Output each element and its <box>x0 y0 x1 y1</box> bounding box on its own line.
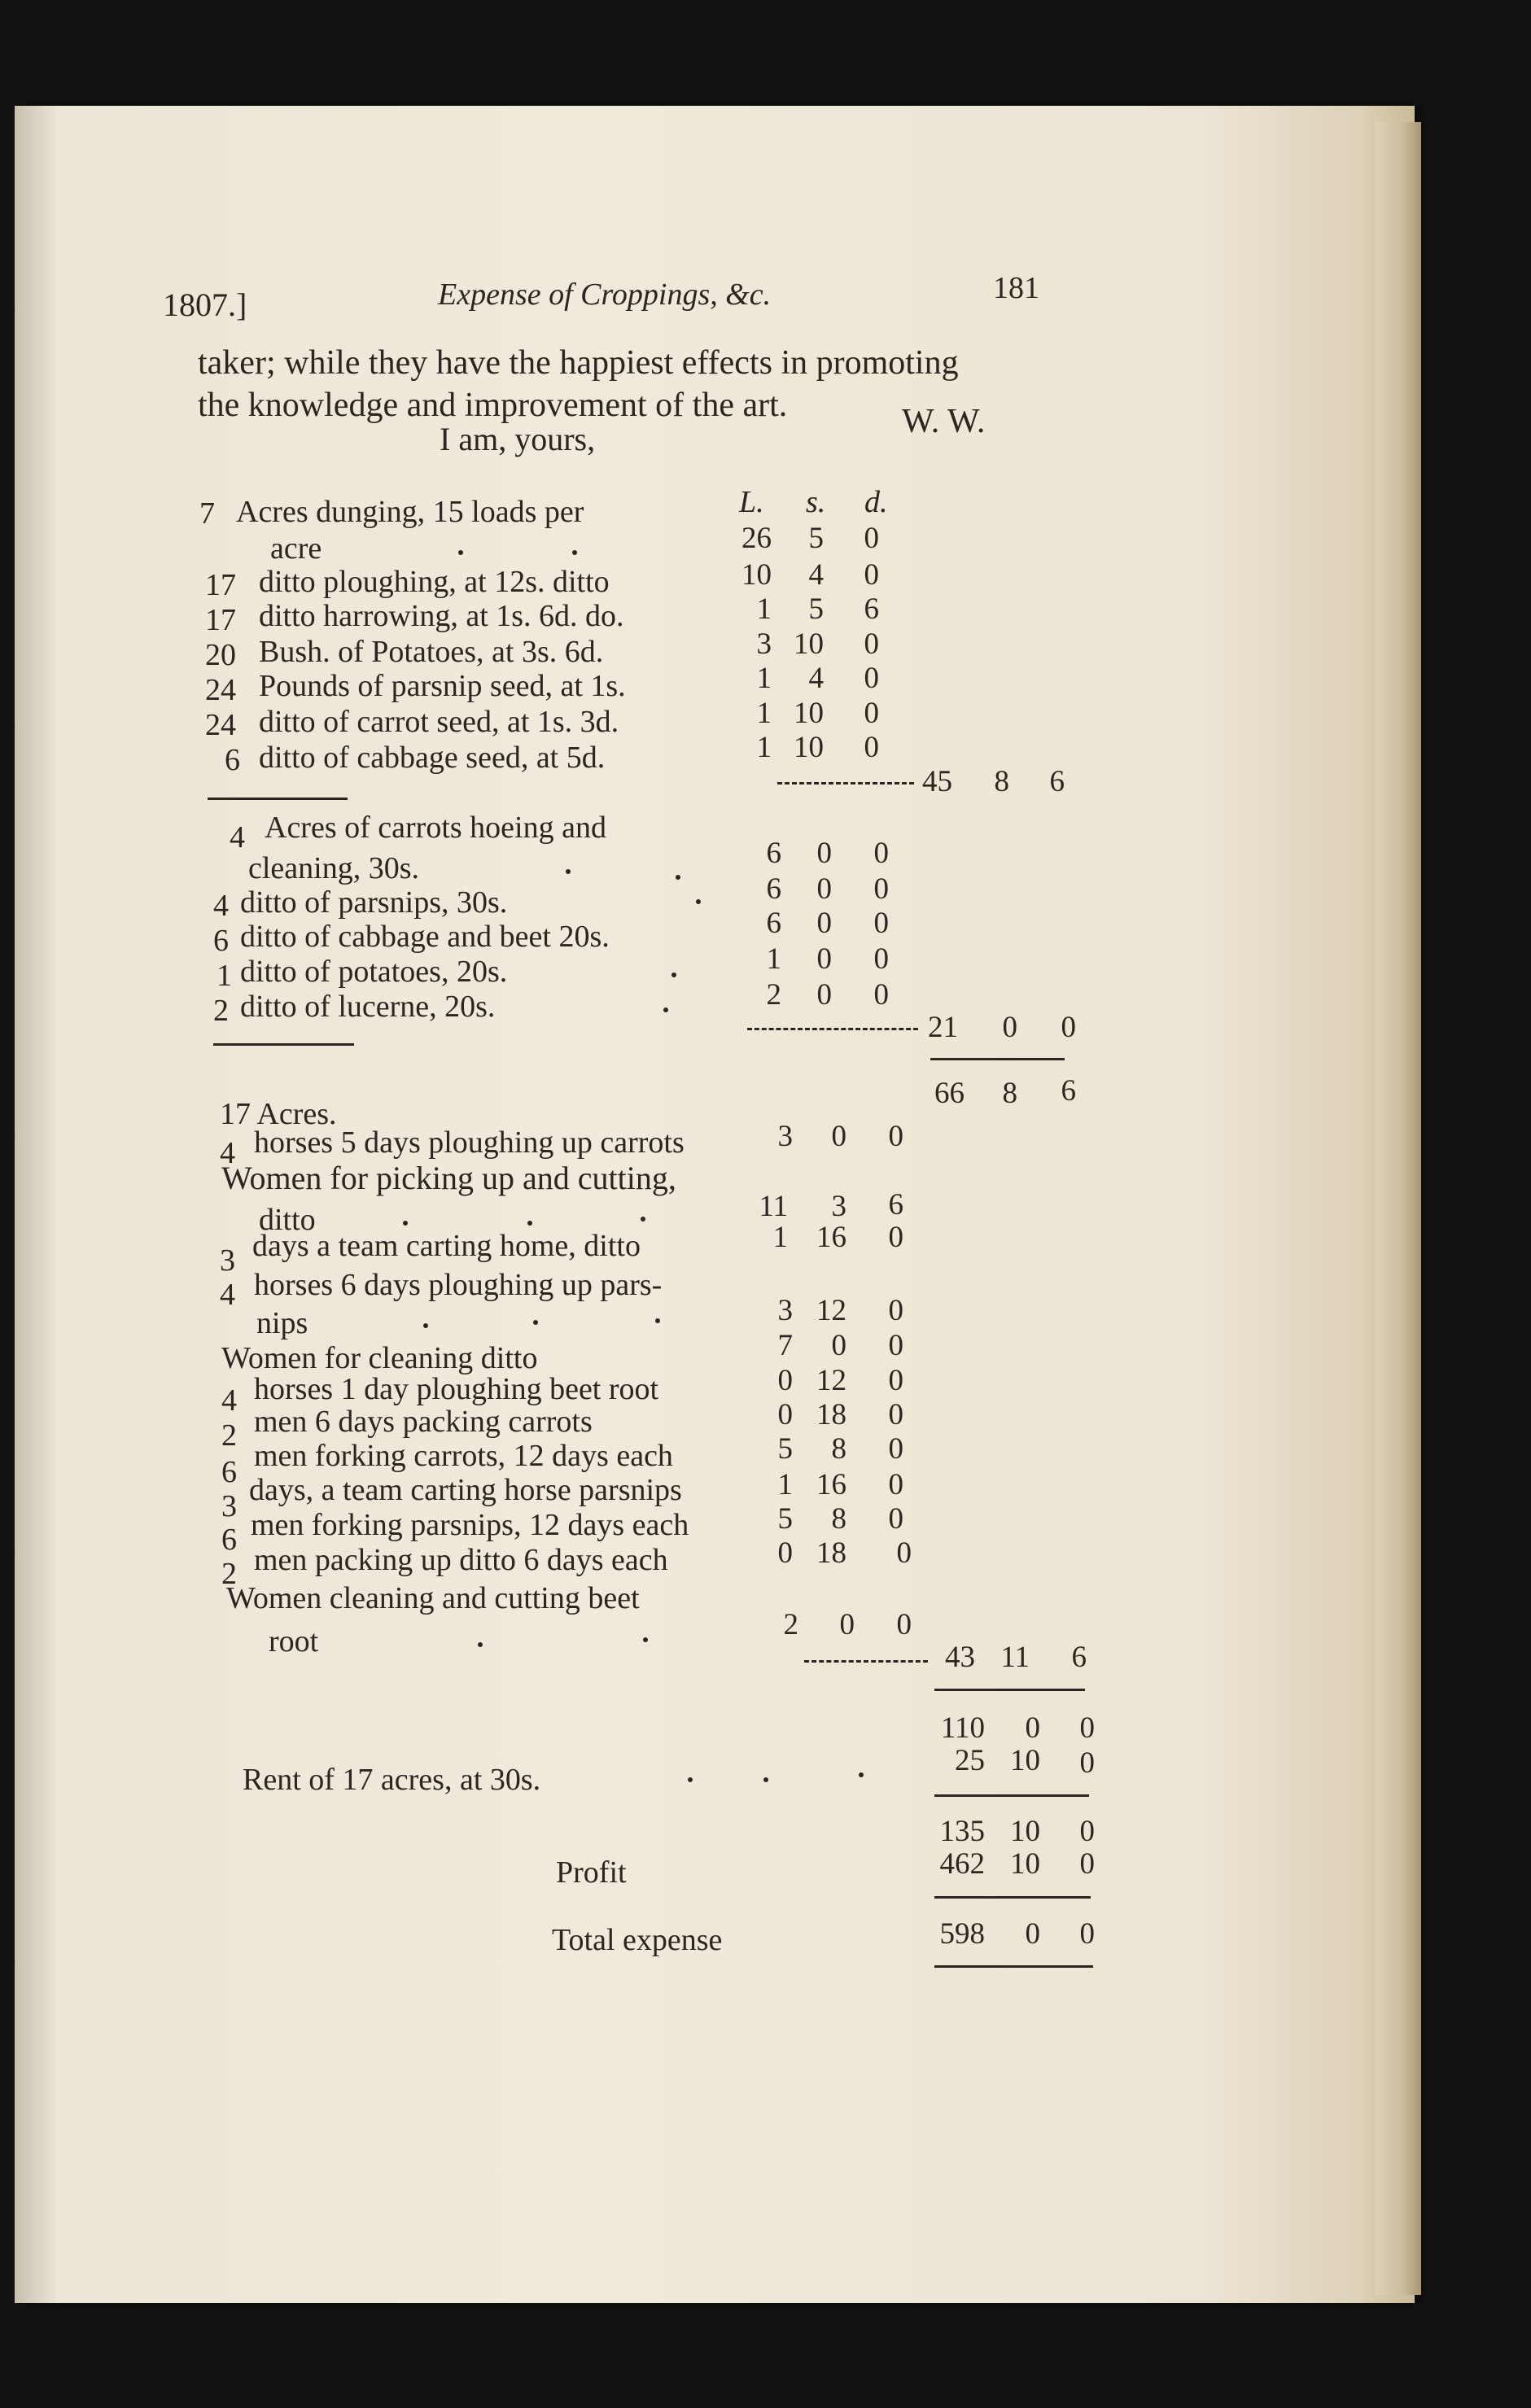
amount-shillings: 4 <box>808 558 824 592</box>
sum-2-shillings: 10 <box>1010 1815 1040 1848</box>
leader-dot <box>643 1637 648 1642</box>
item-desc-cont: acre <box>270 531 322 566</box>
sum-1-pence: 0 <box>1079 1711 1095 1745</box>
subtotal-rule <box>804 1660 928 1663</box>
leader-dot <box>533 1320 538 1325</box>
amount-shillings: 10 <box>794 697 824 730</box>
amount-pounds: 0 <box>777 1364 793 1397</box>
leader-dot <box>676 875 680 880</box>
amount-pence: 0 <box>873 907 889 940</box>
subtotal-pence: 6 <box>1071 1641 1087 1674</box>
amount-shillings: 0 <box>816 907 832 940</box>
amount-pounds: 1 <box>766 942 781 976</box>
amount-pence: 0 <box>888 1432 903 1466</box>
amount-pence: 0 <box>888 1294 903 1327</box>
amount-shillings: 0 <box>816 837 832 870</box>
amount-pounds: 2 <box>766 978 781 1012</box>
item-qty: 4 <box>221 1383 237 1418</box>
total-rule <box>934 1965 1093 1968</box>
running-total-shillings: 8 <box>1002 1077 1017 1110</box>
leader-dot <box>478 1642 483 1647</box>
amount-pounds: 7 <box>777 1329 793 1362</box>
item-desc-cont: nips <box>256 1306 308 1340</box>
leader-dot <box>566 869 571 874</box>
item-qty: 4 <box>230 820 245 854</box>
item-desc: ditto of carrot seed, at 1s. 3d. <box>259 705 619 739</box>
book-page <box>15 106 1415 2303</box>
subtotal-shillings: 11 <box>1000 1641 1030 1674</box>
item-qty: 6 <box>221 1523 237 1557</box>
item-qty: 4 <box>220 1136 235 1170</box>
item-desc: Women for cleaning ditto <box>221 1341 538 1375</box>
amount-pounds: 1 <box>772 1221 788 1254</box>
total-shillings: 0 <box>1025 1917 1040 1951</box>
amount-pence: 0 <box>864 731 879 764</box>
item-qty: 2 <box>213 994 229 1028</box>
amount-pounds: 3 <box>777 1120 793 1153</box>
item-desc: horses 6 days ploughing up pars- <box>254 1268 663 1302</box>
leader-dot <box>671 972 676 977</box>
header-year: 1807.] <box>163 286 247 323</box>
subtotal-pounds: 45 <box>922 765 952 798</box>
amount-shillings: 0 <box>816 872 832 906</box>
amount-pounds: 1 <box>756 592 772 626</box>
item-desc: ditto harrowing, at 1s. 6d. do. <box>259 599 624 633</box>
total-rule <box>934 1896 1091 1899</box>
rent-pounds: 25 <box>955 1744 985 1777</box>
amount-pence: 0 <box>864 522 879 555</box>
profit-shillings: 10 <box>1010 1847 1040 1881</box>
item-desc: horses 5 days ploughing up carrots <box>254 1125 685 1160</box>
amount-pounds: 1 <box>777 1468 793 1501</box>
leader-dot <box>423 1323 428 1328</box>
item-desc: days a team carting home, ditto <box>252 1229 641 1263</box>
pounds-header: L. <box>739 485 764 519</box>
item-qty: 3 <box>220 1243 235 1278</box>
amount-pence: 0 <box>888 1364 903 1397</box>
item-desc: ditto of lucerne, 20s. <box>240 990 496 1024</box>
subtotal-shillings: 8 <box>994 765 1009 798</box>
amount-shillings: 4 <box>808 662 824 695</box>
item-desc-cont: root <box>269 1624 319 1659</box>
item-qty: 24 <box>205 708 236 742</box>
rent-shillings: 10 <box>1010 1744 1040 1777</box>
amount-pounds: 1 <box>756 697 772 730</box>
item-desc: men 6 days packing carrots <box>254 1405 593 1439</box>
sum-1-pounds: 110 <box>940 1711 985 1745</box>
amount-pence: 0 <box>896 1608 912 1641</box>
item-qty: 7 <box>199 496 215 531</box>
amount-pounds: 0 <box>777 1398 793 1431</box>
item-qty: 6 <box>225 743 240 777</box>
subtotal-pounds: 21 <box>928 1011 958 1044</box>
item-desc: Pounds of parsnip seed, at 1s. <box>259 669 626 703</box>
section-heading: 17 Acres. <box>220 1097 337 1131</box>
subtotal-shillings: 0 <box>1002 1011 1017 1044</box>
amount-shillings: 5 <box>808 522 824 555</box>
amount-pence: 0 <box>864 662 879 695</box>
amount-pounds: 6 <box>766 872 781 906</box>
amount-pence: 0 <box>873 837 889 870</box>
amount-pounds: 6 <box>766 837 781 870</box>
subtotal-rule <box>777 782 914 784</box>
amount-pence: 0 <box>888 1398 903 1431</box>
item-desc: men packing up ditto 6 days each <box>254 1543 668 1577</box>
running-total-pence: 6 <box>1061 1074 1076 1108</box>
leader-dot <box>403 1221 408 1226</box>
page-gutter <box>15 106 55 2303</box>
item-qty: 24 <box>205 673 236 707</box>
subtotal-pence: 0 <box>1061 1011 1076 1044</box>
subtotal-pounds: 43 <box>945 1641 975 1674</box>
amount-shillings: 0 <box>831 1120 846 1153</box>
amount-shillings: 16 <box>816 1468 846 1501</box>
amount-shillings: 0 <box>816 942 832 976</box>
intro-line-1: taker; while they have the happiest effects in promoting <box>198 344 959 382</box>
item-qty: 6 <box>221 1455 237 1489</box>
leader-dot <box>663 1007 668 1012</box>
rent-label: Rent of 17 acres, at 30s. <box>243 1763 541 1797</box>
signature: W. W. <box>902 403 986 440</box>
leader-dot <box>641 1217 645 1221</box>
total-rule <box>934 1689 1085 1691</box>
item-desc: ditto of cabbage seed, at 5d. <box>259 741 606 775</box>
item-desc: ditto of potatoes, 20s. <box>240 955 508 989</box>
amount-shillings: 0 <box>839 1608 855 1641</box>
item-qty: 1 <box>217 959 232 993</box>
amount-shillings: 16 <box>816 1221 846 1254</box>
sum-1-shillings: 0 <box>1025 1711 1040 1745</box>
leader-dot <box>688 1777 693 1782</box>
item-desc: horses 1 day ploughing beet root <box>254 1372 659 1406</box>
section-divider <box>213 1043 354 1046</box>
amount-pounds: 0 <box>777 1536 793 1570</box>
amount-shillings: 3 <box>831 1190 846 1223</box>
sum-2-pence: 0 <box>1079 1815 1095 1848</box>
profit-pence: 0 <box>1079 1847 1095 1881</box>
amount-shillings: 18 <box>816 1536 846 1570</box>
subtotal-pence: 6 <box>1049 765 1065 798</box>
amount-pounds: 1 <box>756 731 772 764</box>
running-title: Expense of Croppings, &c. <box>438 278 772 312</box>
leader-dot <box>859 1772 864 1777</box>
leader-dot <box>696 899 701 904</box>
item-desc: ditto of parsnips, 30s. <box>240 885 508 920</box>
amount-pence: 0 <box>888 1329 903 1362</box>
item-qty: 6 <box>213 924 229 958</box>
item-qty: 4 <box>213 889 229 923</box>
amount-pence: 0 <box>873 978 889 1012</box>
amount-shillings: 0 <box>816 978 832 1012</box>
amount-shillings: 12 <box>816 1364 846 1397</box>
leader-dot <box>655 1318 660 1323</box>
amount-pence: 0 <box>888 1468 903 1501</box>
item-desc: men forking carrots, 12 days each <box>254 1439 673 1473</box>
amount-pence: 0 <box>888 1120 903 1153</box>
amount-pounds: 3 <box>777 1294 793 1327</box>
item-desc: Bush. of Potatoes, at 3s. 6d. <box>259 635 604 669</box>
sum-2-pounds: 135 <box>939 1815 985 1848</box>
total-pounds: 598 <box>939 1917 985 1951</box>
amount-pounds: 5 <box>777 1432 793 1466</box>
amount-shillings: 5 <box>808 592 824 626</box>
amount-pounds: 3 <box>756 627 772 661</box>
amount-pence: 0 <box>864 558 879 592</box>
amount-pounds: 2 <box>783 1608 798 1641</box>
item-desc: Acres dunging, 15 loads per <box>236 495 584 529</box>
section-divider <box>208 798 348 800</box>
amount-shillings: 8 <box>831 1432 846 1466</box>
amount-pence: 0 <box>873 872 889 906</box>
amount-shillings: 0 <box>831 1329 846 1362</box>
page-number: 181 <box>993 271 1039 305</box>
item-desc: Acres of carrots hoeing and <box>265 811 606 845</box>
amount-pounds: 26 <box>741 522 772 555</box>
intro-line-2: the knowledge and improvement of the art. <box>198 387 788 424</box>
profit-label: Profit <box>556 1855 627 1890</box>
amount-pence: 0 <box>888 1502 903 1536</box>
amount-shillings: 10 <box>794 627 824 661</box>
amount-pounds: 5 <box>777 1502 793 1536</box>
amount-pence: 0 <box>896 1536 912 1570</box>
running-total-pounds: 66 <box>934 1077 965 1110</box>
total-rule <box>930 1058 1065 1060</box>
total-rule <box>934 1794 1089 1797</box>
amount-shillings: 8 <box>831 1502 846 1536</box>
leader-dot <box>763 1777 768 1782</box>
item-qty: 4 <box>220 1278 235 1312</box>
rent-pence: 0 <box>1079 1746 1095 1780</box>
total-expense-label: Total expense <box>552 1923 723 1957</box>
amount-pounds: 10 <box>741 558 772 592</box>
item-qty: 3 <box>221 1489 237 1523</box>
item-desc-cont: ditto <box>259 1203 316 1237</box>
amount-pounds: 1 <box>756 662 772 695</box>
page-edge <box>1376 122 1421 2295</box>
item-qty: 17 <box>205 568 236 602</box>
pence-header: d. <box>864 485 888 519</box>
amount-pounds: 11 <box>759 1190 788 1223</box>
amount-shillings: 18 <box>816 1398 846 1431</box>
item-qty: 2 <box>221 1418 237 1453</box>
shillings-header: s. <box>806 485 826 519</box>
item-desc-cont: cleaning, 30s. <box>248 851 420 885</box>
item-desc: ditto ploughing, at 12s. ditto <box>259 565 610 599</box>
item-desc: Women for picking up and cutting, <box>221 1160 676 1196</box>
item-desc: Women cleaning and cutting beet <box>226 1581 640 1615</box>
profit-pounds: 462 <box>939 1847 985 1881</box>
amount-pounds: 6 <box>766 907 781 940</box>
leader-dot <box>527 1221 532 1226</box>
amount-pence: 6 <box>864 592 879 626</box>
item-desc: men forking parsnips, 12 days each <box>251 1508 689 1542</box>
subtotal-rule <box>747 1028 918 1030</box>
item-desc: days, a team carting horse parsnips <box>249 1473 682 1507</box>
leader-dot <box>572 550 577 555</box>
item-desc: ditto of cabbage and beet 20s. <box>240 920 610 954</box>
intro-closing: I am, yours, <box>440 421 596 457</box>
item-qty: 17 <box>205 603 236 637</box>
total-pence: 0 <box>1079 1917 1095 1951</box>
amount-shillings: 12 <box>816 1294 846 1327</box>
amount-pence: 0 <box>864 627 879 661</box>
item-qty: 2 <box>221 1557 237 1591</box>
amount-shillings: 10 <box>794 731 824 764</box>
amount-pence: 0 <box>873 942 889 976</box>
amount-pence: 0 <box>864 697 879 730</box>
item-qty: 20 <box>205 638 236 672</box>
amount-pence: 6 <box>888 1188 903 1221</box>
amount-pence: 0 <box>888 1221 903 1254</box>
leader-dot <box>458 550 463 555</box>
